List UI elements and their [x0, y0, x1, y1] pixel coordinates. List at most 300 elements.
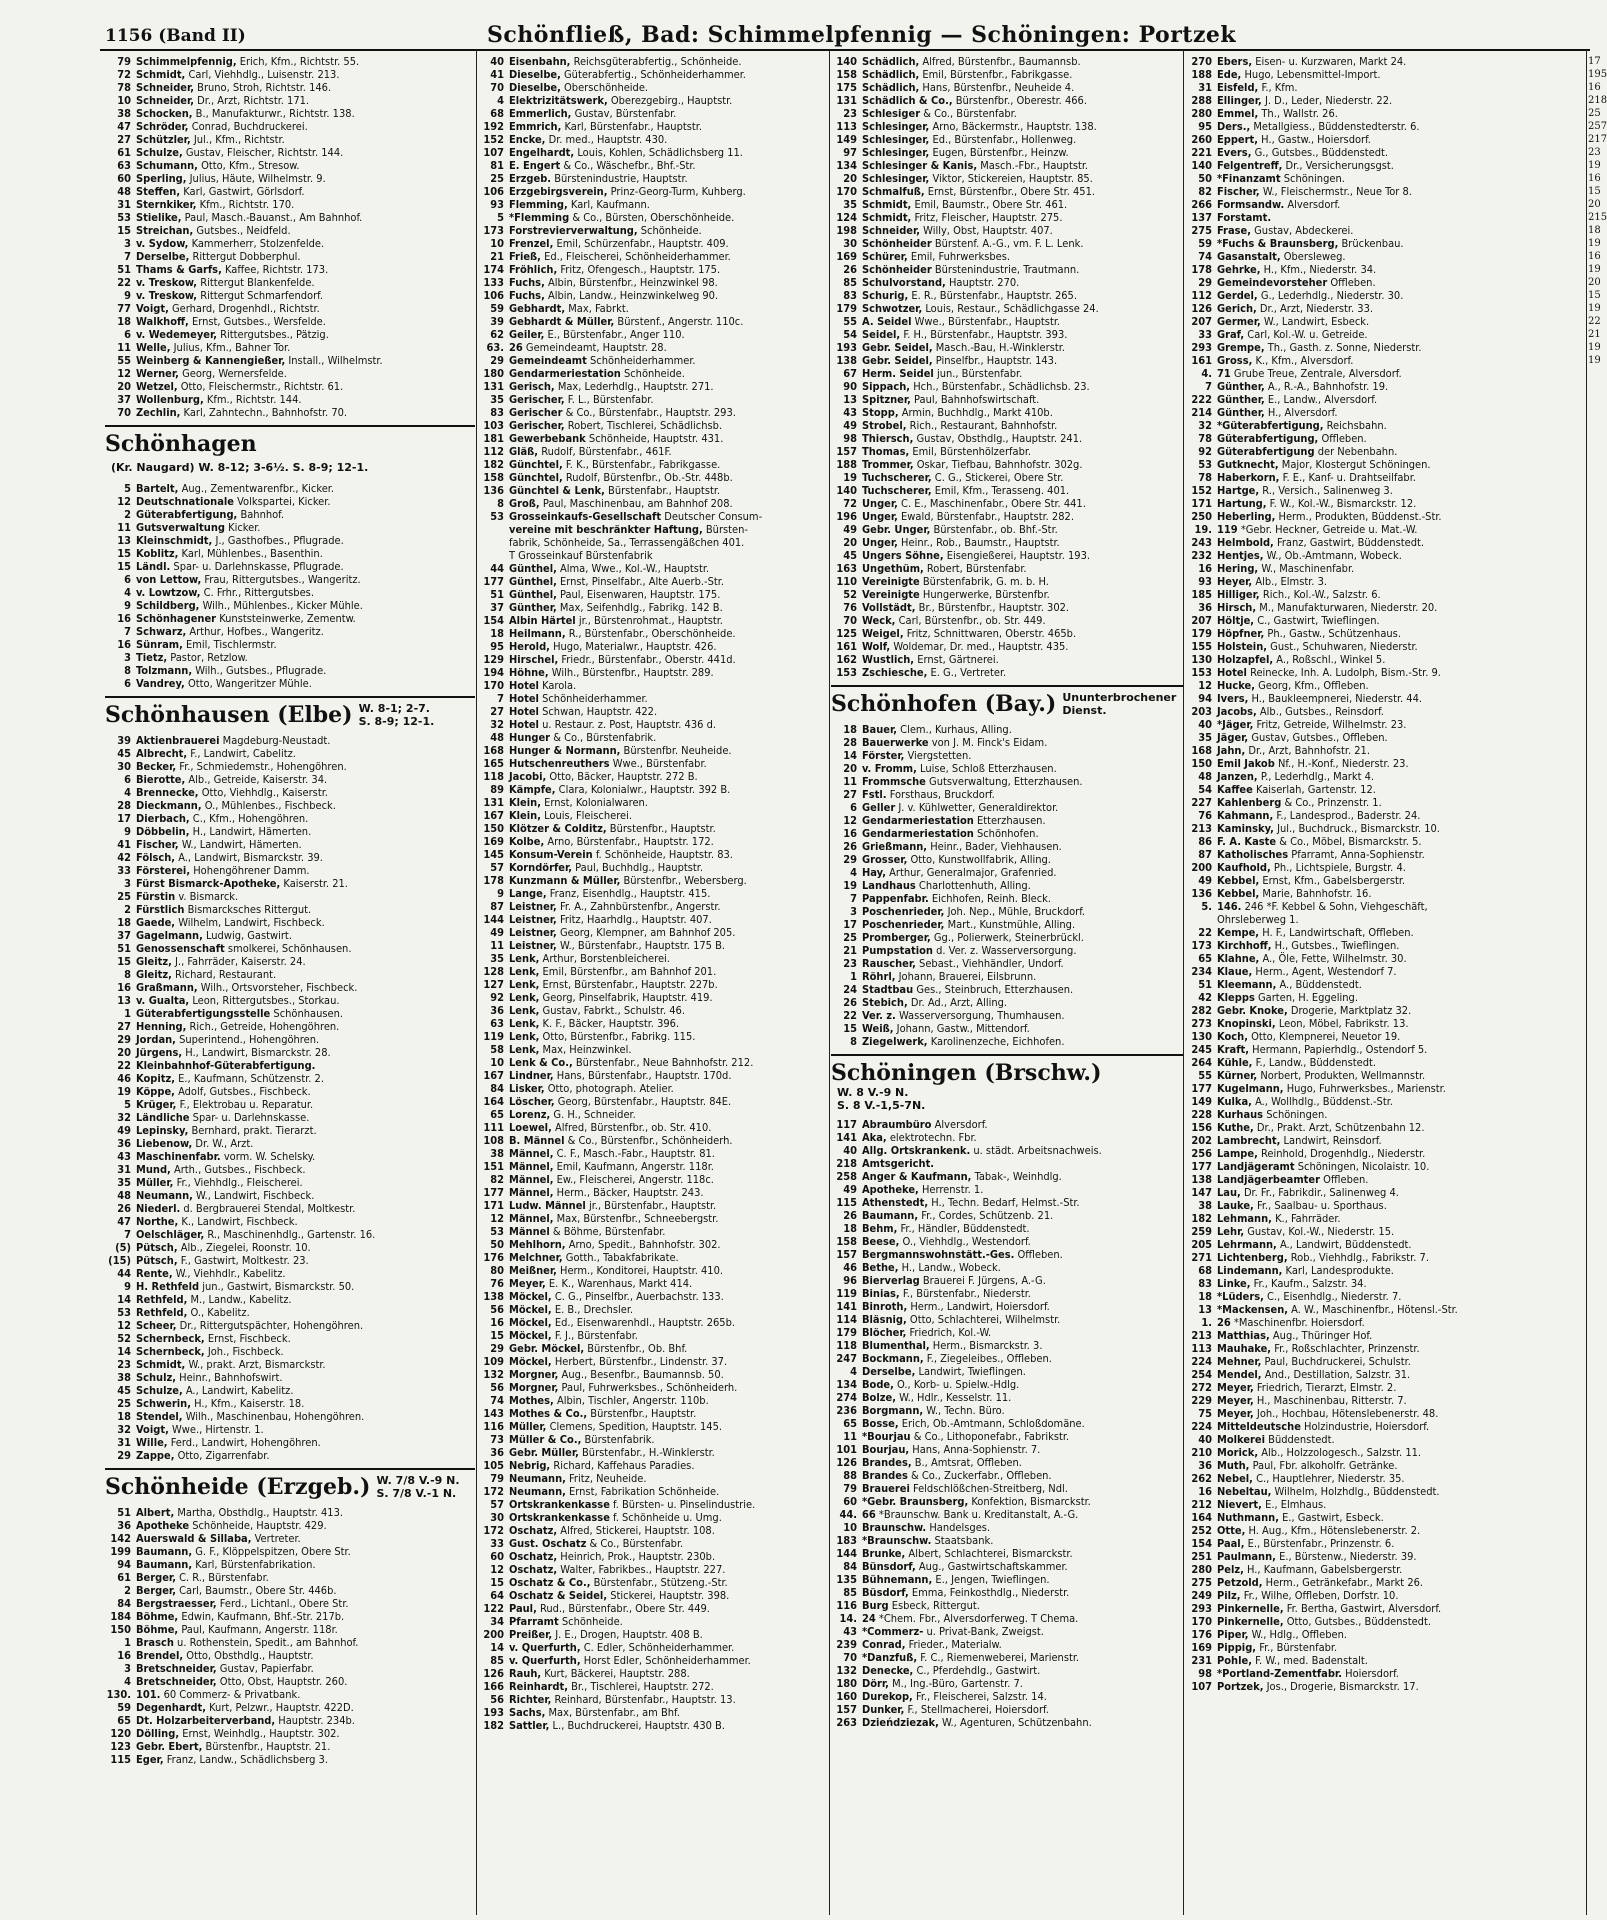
entry-name: Förster, — [862, 749, 905, 762]
entry-number: 26 — [843, 1209, 857, 1222]
entry-details: 246 *F. Kebbel & Sohn, Viehgeschäft, — [1241, 900, 1428, 913]
entry-number: 53 — [117, 1306, 131, 1319]
entry-name: Stielike, — [136, 211, 182, 224]
entry-details: B., Amtsrat, Offleben. — [911, 1456, 1022, 1469]
entry-number: 60 — [843, 1495, 857, 1508]
entry-number: 8 — [850, 1035, 857, 1048]
entry-name: Formsandw. — [1217, 198, 1285, 211]
directory-entry — [1186, 1420, 1586, 1433]
entry-details: F. J., Bürstenfabr. — [551, 1329, 638, 1342]
entry-name: Weinberg & Kannengießer, — [136, 354, 286, 367]
entry-details: Herm., Landwirt, Hoiersdorf. — [907, 1300, 1050, 1313]
entry-details: Pfarramt, Anna-Sophienstr. — [1288, 848, 1425, 861]
office-hours-line: S. 8-9; 12-1. — [358, 715, 435, 728]
entry-details: E., Elmhaus. — [1261, 1498, 1327, 1511]
entry-number: 45 — [117, 747, 131, 760]
column-divider — [1183, 50, 1184, 1915]
entry-number: 72 — [843, 497, 857, 510]
directory-entry — [1186, 770, 1586, 783]
entry-details: Bürstenf., Angerstr. 110c. — [614, 315, 744, 328]
entry-number: 7 — [124, 250, 131, 263]
entry-number: 28 — [843, 736, 857, 749]
entry-number: 6 — [124, 677, 131, 690]
entry-name: Lauke, — [1217, 1199, 1254, 1212]
entry-number: 44 — [117, 1267, 131, 1280]
entry-details: Prinz-Georg-Turm, Kuhberg. — [607, 185, 746, 198]
entry-name: Brennecke, — [136, 786, 199, 799]
directory-entry — [831, 536, 1183, 549]
directory-entry — [105, 638, 475, 651]
entry-number: 107 — [1191, 1680, 1212, 1693]
directory-entry — [105, 107, 475, 120]
entry-number: 24 — [843, 983, 857, 996]
directory-entry — [1186, 1602, 1586, 1615]
directory-entry — [105, 903, 475, 916]
entry-details: C. G., Pinselfbr., Auerbachstr. 133. — [551, 1290, 724, 1303]
entry-details: Paul, Masch.-Bauanst., Am Bahnhof. — [181, 211, 363, 224]
directory-entry — [105, 1007, 475, 1020]
directory-entry — [105, 1597, 475, 1610]
directory-entry — [1186, 1043, 1586, 1056]
entry-details: & Co., Prinzenstr. 1. — [1281, 796, 1382, 809]
entry-name: Bode, — [862, 1378, 894, 1391]
entry-name: Dieselbe, — [509, 81, 561, 94]
entry-details: Ed., Bürstenfabr., Hollenweg. — [929, 133, 1077, 146]
entry-number: 280 — [1191, 1563, 1212, 1576]
directory-entry — [1186, 640, 1586, 653]
entry-name: Fischer, — [1217, 185, 1260, 198]
directory-entry — [831, 289, 1183, 302]
entry-details: A., Roßschl., Winkel 5. — [1273, 653, 1386, 666]
entry-name: 146. — [1217, 900, 1242, 913]
entry-details: Emil, Bürstenhölzerfabr. — [909, 445, 1032, 458]
directory-entry — [1186, 393, 1586, 406]
entry-number: 200 — [483, 1628, 504, 1641]
entry-name: Vollstädt, — [862, 601, 916, 614]
entry-number: 115 — [836, 1196, 857, 1209]
directory-entry — [105, 1124, 475, 1137]
directory-entry — [478, 276, 828, 289]
section-header — [105, 1468, 475, 1500]
entry-number: 260 — [1191, 133, 1212, 146]
directory-entry — [1186, 68, 1586, 81]
directory-entry — [1186, 523, 1586, 536]
entry-details: C. G., Stickerei, Obere Str. — [931, 471, 1064, 484]
entry-details: E., Gastwirt, Esbeck. — [1278, 1511, 1384, 1524]
entry-name: Müller, — [136, 1176, 174, 1189]
entry-details: Ernst, Bürstenfabr., Hauptstr. 227b. — [539, 978, 718, 991]
entry-number: 8 — [124, 968, 131, 981]
directory-entry — [478, 81, 828, 94]
entry-details: Johann, Brauerei, Eilsbrunn. — [895, 970, 1037, 983]
directory-entry — [478, 341, 828, 354]
office-hours — [376, 1474, 459, 1500]
office-hours — [837, 1086, 925, 1112]
directory-entry — [831, 406, 1183, 419]
entry-name: Brasch — [136, 1636, 174, 1649]
entry-number: 63. — [486, 341, 504, 354]
directory-entry — [1186, 1524, 1586, 1537]
entry-details: A., R.-A., Bahnhofstr. 19. — [1264, 380, 1389, 393]
entry-details: L., Buchdruckerei, Hauptstr. 430 B. — [549, 1719, 725, 1732]
directory-entry — [1186, 900, 1586, 913]
entry-number: 170 — [483, 679, 504, 692]
entry-number: 12 — [117, 1319, 131, 1332]
entry-details: Konfektion, Bismarckstr. — [968, 1495, 1091, 1508]
entry-details: Max, Heinzwinkel. — [539, 1043, 632, 1056]
entry-details: W., Techn. Büro. — [923, 1404, 1005, 1417]
entry-number: 49 — [117, 1124, 131, 1137]
entry-name: Klein, — [509, 796, 541, 809]
directory-entry — [105, 1532, 475, 1545]
section-title: Schönheide (Erzgeb.) — [105, 1474, 371, 1500]
directory-entry — [1186, 341, 1586, 354]
entry-name: Pfarramt — [509, 1615, 559, 1628]
entry-name: Hartung, — [1217, 497, 1267, 510]
directory-entry — [105, 1267, 475, 1280]
entry-name: Kleemann, — [1217, 978, 1277, 991]
entry-name: Schocken, — [136, 107, 193, 120]
entry-number: 169 — [1191, 1641, 1212, 1654]
entry-number: 142 — [110, 1532, 131, 1545]
entry-number: 6 — [124, 328, 131, 341]
entry-name: v. Gualta, — [136, 994, 190, 1007]
entry-details: Offleben. — [1327, 276, 1376, 289]
entry-number: 210 — [1191, 1446, 1212, 1459]
entry-details: Joh., Fischbeck. — [204, 1345, 284, 1358]
entry-name: Gewerbebank — [509, 432, 586, 445]
entry-details: Robert, Bürstenfabr. — [923, 562, 1027, 575]
entry-details: Alfred, Stickerei, Hauptstr. 108. — [557, 1524, 715, 1537]
directory-entry — [478, 146, 828, 159]
entry-number: 103 — [483, 419, 504, 432]
entry-details: Clem., Kurhaus, Alling. — [897, 723, 1012, 736]
entry-details: Albert, Schlachterei, Bismarckstr. — [905, 1547, 1073, 1560]
entry-details: Kunststeinwerke, Zementw. — [216, 612, 356, 625]
entry-details: Ewald, Bürstenfabr., Hauptstr. 282. — [897, 510, 1074, 523]
entry-name: Albrecht, — [136, 747, 188, 760]
entry-number: 52 — [843, 588, 857, 601]
entry-name: Muth, — [1217, 1459, 1250, 1472]
entry-name: Portzek, — [1217, 1680, 1264, 1693]
stub-number: 15 — [1588, 290, 1601, 301]
directory-entry — [1186, 965, 1586, 978]
directory-entry — [478, 627, 828, 640]
entry-details: Schönheide. — [558, 1615, 623, 1628]
entry-name: Klötzer & Colditz, — [509, 822, 607, 835]
entry-details: Gutsverwaltung, Etterzhausen. — [925, 775, 1083, 788]
entry-details: Alb., Getreide, Kaiserstr. 34. — [185, 773, 328, 786]
directory-entry — [1186, 913, 1586, 926]
entry-name: Voigt, — [136, 1423, 169, 1436]
entry-number: 134 — [836, 159, 857, 172]
entry-number: 18 — [843, 723, 857, 736]
entry-name: Müller, — [509, 1420, 547, 1433]
entry-number: 179 — [1191, 627, 1212, 640]
entry-number: 1. — [1201, 1316, 1212, 1329]
entry-details: Alb., Holzzologesch., Salzstr. 11. — [1258, 1446, 1422, 1459]
entry-name: Jacobs, — [1217, 705, 1257, 718]
entry-name: Lepinsky, — [136, 1124, 189, 1137]
entry-number: 179 — [836, 302, 857, 315]
entry-number: 76 — [1198, 809, 1212, 822]
page-title: Schönfließ, Bad: Schimmelpfennig — Schöningen: Portzek — [487, 22, 1237, 48]
directory-entry — [831, 1534, 1183, 1547]
entry-name: E. Engert — [509, 159, 561, 172]
directory-entry — [1186, 874, 1586, 887]
entry-number: 35 — [490, 952, 504, 965]
entry-number: 254 — [1191, 1368, 1212, 1381]
entry-details: Metallgiess., Büddenstedterstr. 6. — [1250, 120, 1420, 133]
directory-entry — [478, 796, 828, 809]
entry-details: Bürstenfabrik. — [581, 1433, 655, 1446]
directory-entry — [105, 1254, 475, 1267]
entry-name: Günther, — [1217, 380, 1265, 393]
entry-number: 114 — [836, 1313, 857, 1326]
directory-entry — [831, 814, 1183, 827]
entry-details: Rittergut Dobberphul. — [189, 250, 301, 263]
entry-number: 12 — [117, 367, 131, 380]
entry-number: 70 — [117, 406, 131, 419]
entry-number: 140 — [836, 55, 857, 68]
directory-entry — [1186, 380, 1586, 393]
entry-name: Ellinger, — [1217, 94, 1262, 107]
entry-number: 174 — [483, 263, 504, 276]
directory-entry — [1186, 991, 1586, 1004]
directory-entry — [105, 1740, 475, 1753]
directory-entry — [478, 562, 828, 575]
directory-entry — [478, 1394, 828, 1407]
entry-number: 52 — [117, 1332, 131, 1345]
entry-details: Otto, Schlachterei, Wilhelmstr. — [906, 1313, 1061, 1326]
entry-name: Ebers, — [1217, 55, 1253, 68]
entry-name: Koblitz, — [136, 547, 179, 560]
entry-number: 9 — [497, 887, 504, 900]
entry-number: 41 — [117, 838, 131, 851]
entry-name: Brendel, — [136, 1649, 184, 1662]
entry-name: Möckel, — [509, 1290, 552, 1303]
directory-entry — [105, 812, 475, 825]
entry-number: 12 — [1198, 679, 1212, 692]
entry-number: 141 — [836, 1131, 857, 1144]
entry-number: 93 — [1198, 575, 1212, 588]
directory-entry — [831, 1664, 1183, 1677]
entry-name: Voigt, — [136, 302, 169, 315]
directory-entry — [1186, 159, 1586, 172]
entry-number: 11 — [117, 521, 131, 534]
directory-entry — [105, 1241, 475, 1254]
entry-name: Pappenfabr. — [862, 892, 929, 905]
directory-entry — [105, 1111, 475, 1124]
entry-number: 258 — [836, 1170, 857, 1183]
directory-entry — [831, 458, 1183, 471]
entry-details: H., Kfm., Niederstr. 34. — [1260, 263, 1377, 276]
entry-number: 196 — [836, 510, 857, 523]
entry-name: *Portland-Zementfabr. — [1217, 1667, 1342, 1680]
directory-entry — [478, 289, 828, 302]
directory-entry — [1186, 198, 1586, 211]
entry-name: Hotel — [509, 679, 539, 692]
entry-details: H., Techn. Bedarf, Helmst.-Str. — [928, 1196, 1080, 1209]
entry-number: 4 — [124, 1675, 131, 1688]
entry-number: 192 — [483, 120, 504, 133]
entry-number: 182 — [483, 458, 504, 471]
entry-details: Wwe., Bürstenfabr. — [609, 757, 707, 770]
entry-name: Hay, — [862, 866, 886, 879]
directory-entry — [831, 944, 1183, 957]
entry-details: Reichsbahn. — [1323, 419, 1387, 432]
entry-details: Schönheide, Hauptstr. 429. — [189, 1519, 327, 1532]
entry-name: Seidel, — [862, 328, 901, 341]
entry-number: 111 — [483, 1121, 504, 1134]
directory-entry — [831, 840, 1183, 853]
entry-number: 113 — [1191, 1342, 1212, 1355]
office-hours-line: Ununterbrochener — [1062, 691, 1177, 704]
entry-name: Gleitz, — [136, 968, 172, 981]
entry-number: 22 — [117, 276, 131, 289]
entry-details: Dr., Arzt, Richtstr. 171. — [194, 94, 310, 107]
entry-number: 83 — [843, 289, 857, 302]
directory-entry — [831, 172, 1183, 185]
entry-details: C., Gastwirt, Twieflingen. — [1254, 614, 1380, 627]
directory-entry — [105, 146, 475, 159]
entry-name: Blumenthal, — [862, 1339, 930, 1352]
entry-number: 15 — [117, 560, 131, 573]
directory-entry — [478, 1225, 828, 1238]
entry-number: 27 — [843, 788, 857, 801]
entry-number: 14 — [117, 1293, 131, 1306]
entry-details: Bürstenf. A.-G., vm. F. L. Lenk. — [931, 237, 1084, 250]
entry-number: 29 — [490, 354, 504, 367]
entry-name: Mauhake, — [1217, 1342, 1272, 1355]
entry-name: Fölsch, — [136, 851, 176, 864]
entry-details: H., Landwirt, Hämerten. — [189, 825, 312, 838]
entry-details: Emil, Tischlermstr. — [182, 638, 277, 651]
directory-entry — [105, 1371, 475, 1384]
directory-entry — [1186, 1342, 1586, 1355]
directory-entry — [831, 484, 1183, 497]
entry-details: Julius, Häute, Wilhelmstr. 9. — [186, 172, 326, 185]
entry-name: Fstl. — [862, 788, 887, 801]
entry-details: u. Privat-Bank, Zweigst. — [923, 1625, 1044, 1638]
directory-entry — [831, 723, 1183, 736]
directory-entry — [478, 406, 828, 419]
entry-details: Schöningen, Nicolaistr. 10. — [1294, 1160, 1430, 1173]
entry-number: 249 — [1191, 1589, 1212, 1602]
entry-name: Hucke, — [1217, 679, 1255, 692]
entry-number: 15 — [117, 955, 131, 968]
entry-number: 112 — [483, 445, 504, 458]
entry-details: Hch., Bürstenfabr., Schädlichsb. 23. — [910, 380, 1090, 393]
entry-details: Bürstenfabr., Neue Bahnhofstr. 212. — [572, 1056, 754, 1069]
entry-details: Wilhelm, Holzhdlg., Büddenstedt. — [1271, 1485, 1440, 1498]
entry-number: 84 — [843, 1560, 857, 1573]
entry-name: Schönhagener — [136, 612, 217, 625]
entry-number: 157 — [836, 1248, 857, 1261]
entry-name: Graf, — [1217, 328, 1245, 341]
entry-name: Kurhaus — [1217, 1108, 1264, 1121]
entry-details: Georg, Pinselfabrik, Hauptstr. 419. — [539, 991, 713, 1004]
directory-entry — [478, 822, 828, 835]
entry-name: Klein, — [509, 809, 541, 822]
entry-details: elektrotechn. Fbr. — [886, 1131, 977, 1144]
entry-name: Bergmannswohnstätt.-Ges. — [862, 1248, 1015, 1261]
entry-details: E., Jengen, Twieflingen. — [932, 1573, 1050, 1586]
entry-name: Nebeltau, — [1217, 1485, 1272, 1498]
directory-entry — [1186, 432, 1586, 445]
entry-name: Rauscher, — [862, 957, 916, 970]
entry-details: Herm., Bäcker, Hauptstr. 243. — [553, 1186, 704, 1199]
entry-details: Karl, Bürstenfabrikation. — [192, 1558, 316, 1571]
directory-entry — [105, 1215, 475, 1228]
entry-details: Oberezgebirg., Hauptstr. — [607, 94, 733, 107]
directory-entry — [478, 835, 828, 848]
directory-entry — [105, 1610, 475, 1623]
entry-name: Schlesinger, — [862, 172, 930, 185]
entry-number: 85 — [490, 1654, 504, 1667]
entry-details: Gustav, Gutsbes., Offleben. — [1248, 731, 1388, 744]
entry-number: 37 — [490, 601, 504, 614]
entry-name: Bierotte, — [136, 773, 186, 786]
directory-entry — [831, 827, 1183, 840]
directory-entry — [478, 263, 828, 276]
entry-name: Preißer, — [509, 1628, 553, 1641]
entry-details: Bürstenfabr., Stützeng.-Str. — [590, 1576, 728, 1589]
entry-details: W., Landwirt, Fischbeck. — [192, 1189, 315, 1202]
directory-entry — [478, 809, 828, 822]
entry-number: 61 — [117, 146, 131, 159]
entry-name: Holstein, — [1217, 640, 1268, 653]
entry-details: Arthur, Hofbes., Wangeritz. — [186, 625, 324, 638]
entry-number: 33 — [490, 1537, 504, 1550]
entry-number: 205 — [1191, 1238, 1212, 1251]
entry-name: Gebr. Müller, — [509, 1446, 579, 1459]
directory-entry — [1186, 406, 1586, 419]
entry-number: 6 — [124, 773, 131, 786]
entry-number: 131 — [836, 94, 857, 107]
entry-name: Pinkernelle, — [1217, 1602, 1284, 1615]
entry-details: Etterzhausen. — [973, 814, 1046, 827]
entry-details: Hungerwerke, Bürstenfbr. — [919, 588, 1050, 601]
entry-details: F., Stellmacherei, Hoiersdorf. — [904, 1703, 1049, 1716]
entry-name: Schädlich, — [862, 55, 920, 68]
entry-name: Anger & Kaufmann, — [862, 1170, 972, 1183]
entry-name: Forstrevierverwaltung, — [509, 224, 638, 237]
entry-name: Kebbel, — [1217, 887, 1260, 900]
entry-details: vorm. W. Schelsky. — [220, 1150, 316, 1163]
directory-entry — [105, 1584, 475, 1597]
entry-number: 49 — [490, 926, 504, 939]
entry-details: Bürstenfbr., Hauptstr. — [587, 1407, 697, 1420]
directory-column-3 — [831, 55, 1183, 1915]
directory-entry — [478, 1407, 828, 1420]
entry-name: Wille, — [136, 1436, 168, 1449]
directory-entry — [478, 1381, 828, 1394]
entry-number: 92 — [1198, 445, 1212, 458]
directory-entry — [831, 1612, 1183, 1625]
directory-entry — [831, 1313, 1183, 1326]
entry-details: Paul, Buchdruckerei, Schulstr. — [1261, 1355, 1411, 1368]
directory-entry — [831, 1391, 1183, 1404]
directory-entry — [831, 1222, 1183, 1235]
entry-number: 7 — [124, 1228, 131, 1241]
entry-name: Dörr, — [862, 1677, 889, 1690]
entry-number: 120 — [110, 1727, 131, 1740]
directory-entry — [831, 762, 1183, 775]
directory-entry — [831, 1703, 1183, 1716]
stub-number: 16 — [1588, 251, 1601, 262]
entry-number: 35 — [1198, 731, 1212, 744]
